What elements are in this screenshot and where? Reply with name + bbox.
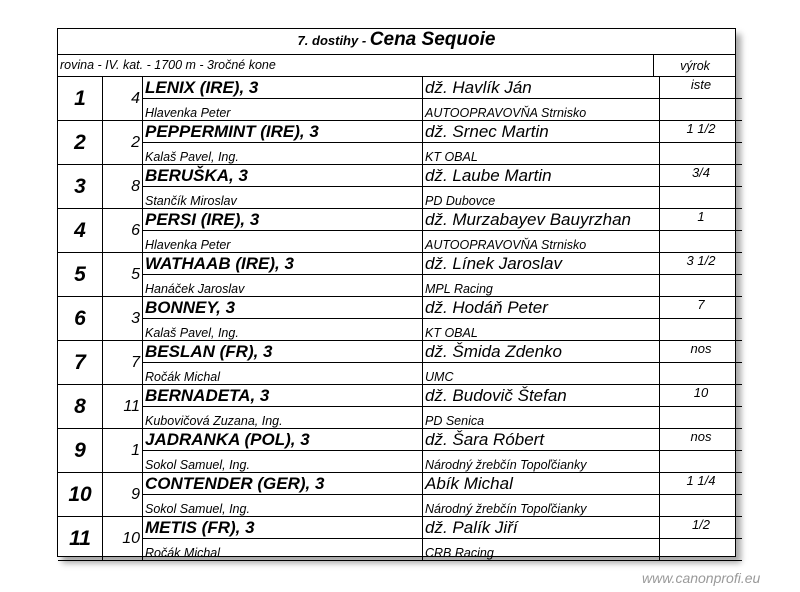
result-row [58,297,742,319]
start-number: 2 [103,121,143,165]
owner-name: AUTOOPRAVOVŇA Strnisko [423,99,660,121]
result-row [58,385,742,407]
result-row [58,165,742,187]
empty-cell [660,539,743,561]
finish-margin: nos [660,341,743,363]
result-subrow [58,539,742,561]
result-row [58,121,742,143]
finish-margin: 3/4 [660,165,743,187]
trainer-name: Hlavenka Peter [143,231,423,253]
start-number: 1 [103,429,143,473]
trainer-name: Ročák Michal [143,539,423,561]
horse-name: JADRANKA (POL), 3 [143,429,423,451]
finish-place: 6 [58,297,103,341]
jockey-name: dž. Šmida Zdenko [423,341,660,363]
start-number: 9 [103,473,143,517]
race-conditions: rovina - IV. kat. - 1700 m - 3ročné kone [60,58,276,72]
trainer-name: Hanáček Jaroslav [143,275,423,297]
race-title [58,29,735,55]
finish-place: 11 [58,517,103,561]
trainer-name: Ročák Michal [143,363,423,385]
watermark: www.canonprofi.eu [642,570,761,586]
owner-name: UMC [423,363,660,385]
margin-column-header: výrok [653,55,736,76]
horse-name: BONNEY, 3 [143,297,423,319]
trainer-name: Kalaš Pavel, Ing. [143,319,423,341]
trainer-name: Hlavenka Peter [143,99,423,121]
result-subrow [58,99,742,121]
jockey-name: dž. Murzabayev Bauyrzhan [423,209,660,231]
start-number: 11 [103,385,143,429]
jockey-name: dž. Línek Jaroslav [423,253,660,275]
start-number: 5 [103,253,143,297]
owner-name: Národný žrebčín Topoľčianky [423,495,660,517]
finish-margin: 1 [660,209,743,231]
trainer-name: Stančík Miroslav [143,187,423,209]
result-subrow [58,231,742,253]
start-number: 4 [103,77,143,121]
results-sheet [57,28,736,560]
finish-place: 1 [58,77,103,121]
trainer-name: Sokol Samuel, Ing. [143,495,423,517]
owner-name: KT OBAL [423,319,660,341]
finish-place: 9 [58,429,103,473]
owner-name: PD Dubovce [423,187,660,209]
start-number: 6 [103,209,143,253]
result-subrow [58,451,742,473]
trainer-name: Kubovičová Zuzana, Ing. [143,407,423,429]
result-subrow [58,319,742,341]
result-subrow [58,407,742,429]
horse-name: LENIX (IRE), 3 [143,77,423,99]
result-row [58,253,742,275]
results-table [58,77,742,561]
empty-cell [660,99,743,121]
result-row [58,517,742,539]
finish-margin: 7 [660,297,743,319]
empty-cell [660,495,743,517]
empty-cell [660,363,743,385]
empty-cell [660,275,743,297]
result-row [58,429,742,451]
start-number: 8 [103,165,143,209]
horse-name: CONTENDER (GER), 3 [143,473,423,495]
owner-name: AUTOOPRAVOVŇA Strnisko [423,231,660,253]
jockey-name: dž. Šara Róbert [423,429,660,451]
result-row [58,473,742,495]
jockey-name: dž. Budovič Štefan [423,385,660,407]
trainer-name: Kalaš Pavel, Ing. [143,143,423,165]
result-subrow [58,363,742,385]
result-row [58,209,742,231]
result-row [58,77,742,99]
result-subrow [58,495,742,517]
empty-cell [660,407,743,429]
horse-name: BESLAN (FR), 3 [143,341,423,363]
finish-place: 7 [58,341,103,385]
start-number: 3 [103,297,143,341]
owner-name: CRB Racing [423,539,660,561]
horse-name: BERNADETA, 3 [143,385,423,407]
start-number: 10 [103,517,143,561]
owner-name: Národný žrebčín Topoľčianky [423,451,660,473]
horse-name: WATHAAB (IRE), 3 [143,253,423,275]
finish-place: 8 [58,385,103,429]
empty-cell [660,451,743,473]
horse-name: METIS (FR), 3 [143,517,423,539]
jockey-name: dž. Hodáň Peter [423,297,660,319]
result-subrow [58,143,742,165]
horse-name: PERSI (IRE), 3 [143,209,423,231]
owner-name: PD Senica [423,407,660,429]
empty-cell [660,143,743,165]
owner-name: KT OBAL [423,143,660,165]
finish-margin: 3 1/2 [660,253,743,275]
race-number: 7. dostihy - [297,33,370,48]
jockey-name: dž. Srnec Martin [423,121,660,143]
race-conditions-row [58,55,735,77]
horse-name: BERUŠKA, 3 [143,165,423,187]
finish-margin: 1/2 [660,517,743,539]
result-subrow [58,187,742,209]
empty-cell [660,319,743,341]
finish-margin: nos [660,429,743,451]
jockey-name: Abík Michal [423,473,660,495]
result-row [58,341,742,363]
finish-margin: 1 1/4 [660,473,743,495]
race-name: Cena Sequoie [369,29,496,50]
result-subrow [58,275,742,297]
finish-place: 2 [58,121,103,165]
owner-name: MPL Racing [423,275,660,297]
trainer-name: Sokol Samuel, Ing. [143,451,423,473]
jockey-name: dž. Palík Jiří [423,517,660,539]
horse-name: PEPPERMINT (IRE), 3 [143,121,423,143]
empty-cell [660,231,743,253]
jockey-name: dž. Laube Martin [423,165,660,187]
jockey-name: dž. Havlík Ján [423,77,660,99]
finish-place: 3 [58,165,103,209]
finish-margin: 1 1/2 [660,121,743,143]
start-number: 7 [103,341,143,385]
empty-cell [660,187,743,209]
finish-place: 4 [58,209,103,253]
finish-place: 5 [58,253,103,297]
finish-margin: 10 [660,385,743,407]
finish-margin: iste [660,77,743,99]
finish-place: 10 [58,473,103,517]
